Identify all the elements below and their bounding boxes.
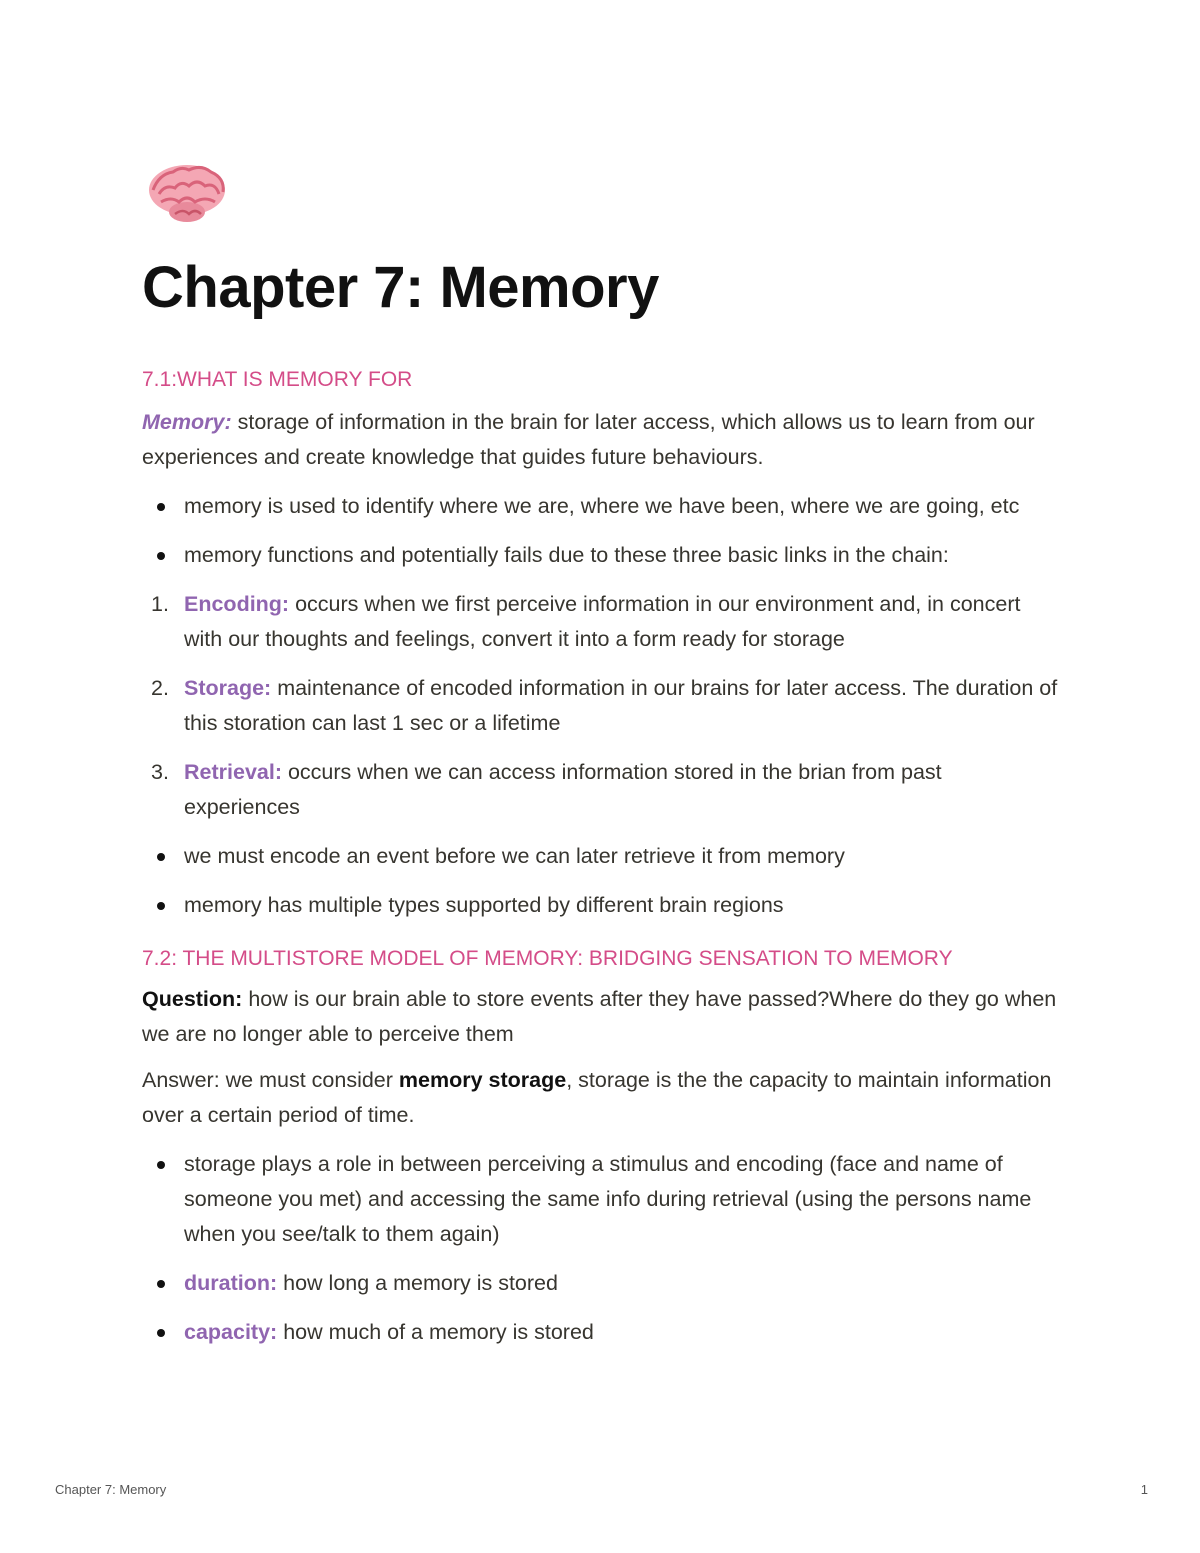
step-number: 1. [151,591,169,616]
definition-text: storage of information in the brain for later access, which allows us to learn from our experiences and create knowledge that guides future behaviours. [142,409,1035,469]
question-text: how is our brain able to store events after they have passed?Where do they go when we are no longer able to perceive them [142,987,1057,1047]
list-item: memory is used to identify where we are, where we have been, where we are going, etc [142,489,1062,524]
list-item-duration [142,1266,1062,1301]
definition-separator: : [224,409,232,434]
step-text: maintenance of encoded information in our brains for later access. The duration of this storation can last 1 sec or a lifetime [184,675,1058,735]
bullet-list-c [142,1147,1062,1350]
bullet-list-b [142,839,1062,923]
bullet-term: duration: [184,1271,278,1296]
question-paragraph [142,982,1062,1052]
brain-icon [145,160,229,226]
bullet-term: capacity: [184,1320,278,1345]
answer-suffix: , storage is the the capacity to maintain information over a certain period of time. [142,1068,1052,1128]
list-item: memory functions and potentially fails due to these three basic links in the chain: [142,538,1062,573]
memory-definition [142,405,1062,475]
footer-title: Chapter 7: Memory [55,1482,167,1497]
answer-prefix: Answer: we must consider [142,1068,399,1093]
document-page [142,160,1062,1350]
list-item [142,1147,1062,1252]
section-heading-7-1: 7.1:WHAT IS MEMORY FOR [142,367,413,391]
bullet-list-a [142,489,1062,573]
bullet-text: how much of a memory is stored [277,1320,594,1345]
step-term: Storage: [184,675,272,700]
list-item-capacity [142,1315,1062,1350]
page-footer [55,1482,1148,1497]
steps-list [142,587,1062,825]
page-title: Chapter 7: Memory [142,255,659,320]
answer-strong: memory storage [398,1068,567,1093]
step-retrieval [142,755,1062,825]
bullet-text: storage plays a role in between perceiving a stimulus and encoding (face and name of someone you met) and accessing the same info during retrieval (using the persons name when you see/talk to them again) [184,1152,1032,1247]
step-text: occurs when we first perceive information in our environment and, in concert with our thoughts and feelings, convert it into a form ready for storage [184,591,1021,651]
definition-term: Memory [142,409,225,434]
bullet-text: how long a memory is stored [277,1271,558,1296]
step-term: Encoding: [184,591,290,616]
step-storage [142,671,1062,741]
step-number: 3. [151,759,169,784]
step-term: Retrieval: [184,759,282,784]
step-number: 2. [151,675,169,700]
step-encoding [142,587,1062,657]
list-item: memory has multiple types supported by different brain regions [142,888,1062,923]
list-item: we must encode an event before we can later retrieve it from memory [142,839,1062,874]
question-label: Question: [142,987,243,1012]
answer-paragraph [142,1063,1062,1133]
step-text: occurs when we can access information stored in the brian from past experiences [184,759,942,819]
page-number: 1 [1140,1482,1148,1497]
section-heading-7-2: 7.2: THE MULTISTORE MODEL OF MEMORY: BRIDGING SENSATION TO MEMORY [142,946,953,970]
